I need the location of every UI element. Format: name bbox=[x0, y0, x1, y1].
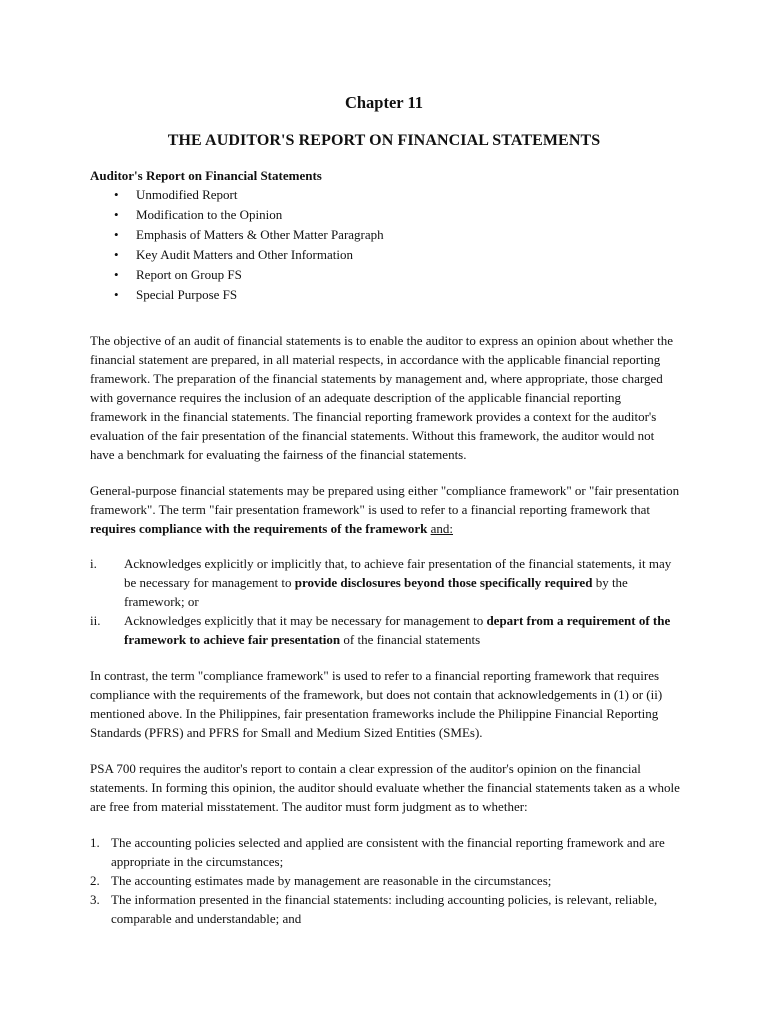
list-marker: 1. bbox=[90, 835, 100, 850]
roman-list bbox=[90, 554, 680, 649]
document-body bbox=[90, 166, 680, 928]
bold-phrase: depart from a requirement of the framework to achieve fair presentation bbox=[124, 613, 671, 647]
bullet-item: • Report on Group FS bbox=[90, 265, 680, 285]
bullet-item: • Key Audit Matters and Other Information bbox=[90, 245, 680, 265]
list-marker: i. bbox=[90, 556, 97, 571]
list-marker: ii. bbox=[90, 613, 101, 628]
compliance-framework-paragraph: In contrast, the term "compliance framework" is used to refer to a financial reporting framework that requires compliance with the requirements of the framework, but does not contain that acknowledgements in (1) or (ii) mentioned above. In the Philippines, fair presentation frameworks include the Philippine Financial Reporting Standards (PFRS) and PFRS for Small and Medium Sized Entities (SMEs). bbox=[90, 668, 663, 740]
chapter-title: THE AUDITOR'S REPORT ON FINANCIAL STATEMENTS bbox=[167, 132, 601, 149]
numbered-list bbox=[90, 833, 680, 928]
item-text: The accounting policies selected and applied are consistent with the financial reporting framework and are appropriate in the circumstances; bbox=[111, 835, 665, 869]
chapter-heading: Chapter 11 bbox=[344, 93, 424, 112]
bold-phrase: provide disclosures beyond those specifically required bbox=[294, 575, 593, 590]
list-marker: 2. bbox=[90, 873, 100, 888]
item-text: Acknowledges explicitly or implicitly that, to achieve fair presentation of the financial statements, it may be necessary for management to bbox=[124, 556, 672, 590]
item-text: of the financial statements bbox=[340, 632, 481, 647]
item-text: by the framework; or bbox=[124, 575, 628, 609]
item-text: The information presented in the financial statements: including accounting policies, is relevant, reliable, comparable and understandable; and bbox=[111, 892, 658, 926]
bold-phrase: requires compliance with the requirements of the framework bbox=[90, 521, 428, 536]
bullet-item: • Unmodified Report bbox=[90, 185, 680, 205]
item-text: Acknowledges explicitly that it may be necessary for management to bbox=[124, 613, 487, 628]
numbered-list-item bbox=[90, 871, 680, 890]
bullet-item: • Emphasis of Matters & Other Matter Paragraph bbox=[90, 225, 680, 245]
numbered-list-item bbox=[90, 890, 680, 928]
objective-paragraph: The objective of an audit of financial statements is to enable the auditor to express an opinion about whether the financial statement are prepared, in all material respects, in accordance with the applicable financial reporting framework. The preparation of the financial statements by management and, where appropriate, those charged with governance requires the inclusion of an adequate description of the applicable financial reporting framework in the financial statements. The financial reporting framework provides a context for the auditor's evaluation of the fair presentation of the financial statements. Without this framework, the auditor would not have a benchmark for evaluating the fairness of the financial statements. bbox=[90, 333, 674, 462]
topic-bullet-list bbox=[90, 185, 680, 305]
section-heading: Auditor's Report on Financial Statements bbox=[90, 168, 322, 183]
underlined-phrase: and: bbox=[430, 521, 453, 536]
list-marker: 3. bbox=[90, 892, 100, 907]
item-text: The accounting estimates made by management are reasonable in the circumstances; bbox=[111, 873, 552, 888]
roman-list-item bbox=[90, 611, 680, 649]
roman-list-item bbox=[90, 554, 680, 611]
paragraph-text: General-purpose financial statements may be prepared using either "compliance framework" or "fair presentation framework". The term "fair presentation framework" is used to refer to a financial reporting framework that bbox=[90, 483, 680, 517]
numbered-list-item bbox=[90, 833, 680, 871]
psa700-paragraph: PSA 700 requires the auditor's report to contain a clear expression of the auditor's opinion on the financial statements. In forming this opinion, the auditor should evaluate whether the financial statements taken as a whole are free from material misstatement. The auditor must form judgment as to whether: bbox=[90, 761, 680, 814]
bullet-item: • Modification to the Opinion bbox=[90, 205, 680, 225]
general-purpose-paragraph bbox=[90, 481, 680, 538]
bullet-item: • Special Purpose FS bbox=[90, 285, 680, 305]
